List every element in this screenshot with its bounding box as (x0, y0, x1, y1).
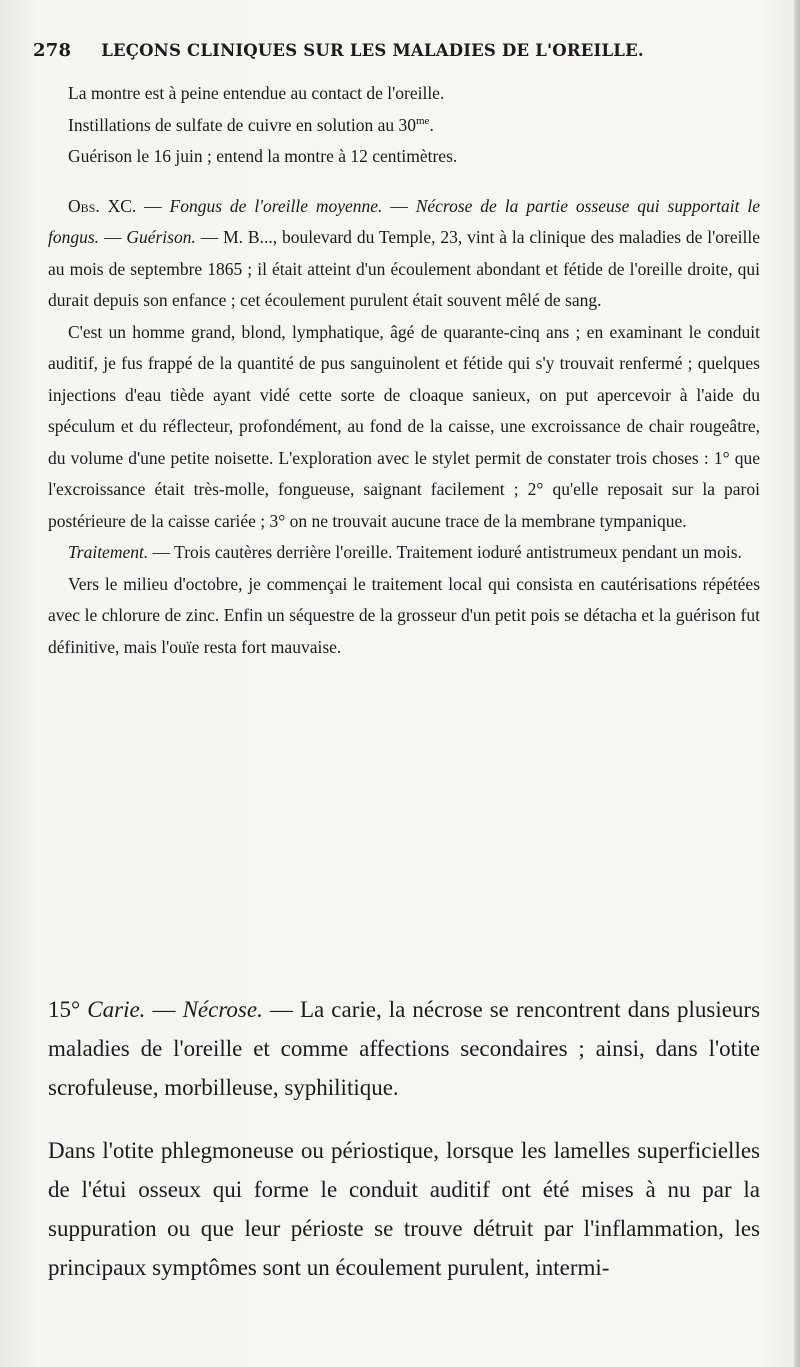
obs-title: Nécrose de la partie osseuse qui supportait le fongus. (48, 195, 760, 247)
obs-title: Fongus de l'oreille moyenne. (169, 195, 383, 216)
running-title: LEÇONS CLINIQUES SUR LES MALADIES DE L'OREILLE. (101, 41, 644, 60)
text-span: — M. B..., boulevard du Temple, 23, vint à la clinique des maladies de l'oreille au mois de septembre 1865 ; il était atteint d'un écoulement abondant et fétide de l'oreille droite, qui durait depuis son enfance ; cet écoulement purulent était souvent mêlé de sang. (48, 227, 761, 310)
observation-paragraph (48, 191, 760, 317)
text-span: — (382, 195, 416, 216)
section-title: Carie. (87, 997, 146, 1022)
text-span: — Trois cautères derrière l'oreille. Traitement ioduré antistrumeux pendant un mois. (148, 542, 742, 562)
paragraph: Vers le milieu d'octobre, je commençai le traitement local qui consista en cautérisations répétées avec le chlorure de zinc. Enfin un séquestre de la grosseur d'un petit pois se détacha et la guérison fut définitive, mais l'ouïe resta fort mauvaise. (48, 573, 760, 657)
text-span: — (99, 227, 127, 247)
text-span: Instillations de sulfate de cuivre en solution au 30 (68, 114, 416, 135)
text-span: . (429, 114, 434, 135)
section-title: Nécrose. (182, 997, 263, 1022)
obs-label: Obs. XC. (68, 195, 137, 216)
text-line (48, 110, 760, 142)
page-edge (794, 0, 800, 1367)
paragraph: C'est un homme grand, blond, lymphatique, âgé de quarante-cinq ans ; en examinant le conduit auditif, je fus frappé de la quantité de pus sanguinolent et fétide qui s'y trouvait renfermé ; quelques injections d'eau tiède ayant vidé cette sorte de cloaque sanieux, on put apercevoir à l'aide du spéculum et du réflecteur, profondément, au fond de la caisse, une excroissance de chair rougeâtre, du volume d'une petite noisette. L'exploration avec le stylet permit de constater trois choses : 1° que l'excroissance était très-molle, fongueuse, saignant facilement ; 2° qu'elle reposait sur la paroi postérieure de la caisse cariée ; 3° on ne trouvait aucune trace de la membrane tympanique. (48, 321, 760, 531)
section-paragraph (48, 990, 760, 1107)
paragraph: Dans l'otite phlegmoneuse ou périostique, lorsque les lamelles superficielles de l'étui osseux qui forme le conduit auditif ont été mises à nu par la suppuration ou que leur périoste se trouve détruit par l'inflammation, les principaux symptômes sont un écoulement purulent, intermi- (48, 1138, 760, 1280)
treatment-paragraph (48, 537, 760, 569)
section-number: 15° (48, 997, 81, 1022)
superscript: me (415, 114, 430, 127)
treatment-label: Traitement. (68, 542, 149, 562)
observation-block (48, 78, 760, 663)
text-span: — La carie, la nécrose se rencontrent dans plusieurs maladies de l'oreille et comme affections secondaires ; ainsi, dans l'otite scrofuleuse, morbilleuse, syphilitique. (48, 997, 761, 1100)
text-line: La montre est à peine entendue au contact de l'oreille. (68, 83, 445, 103)
text-line: Guérison le 16 juin ; entend la montre à 12 centimètres. (68, 146, 458, 166)
obs-title: Guérison. (126, 227, 196, 247)
page-header (33, 40, 773, 66)
section-block (48, 990, 760, 1287)
text-span: — (145, 997, 183, 1022)
text-span: — (136, 195, 170, 216)
page-number: 278 (33, 40, 72, 61)
